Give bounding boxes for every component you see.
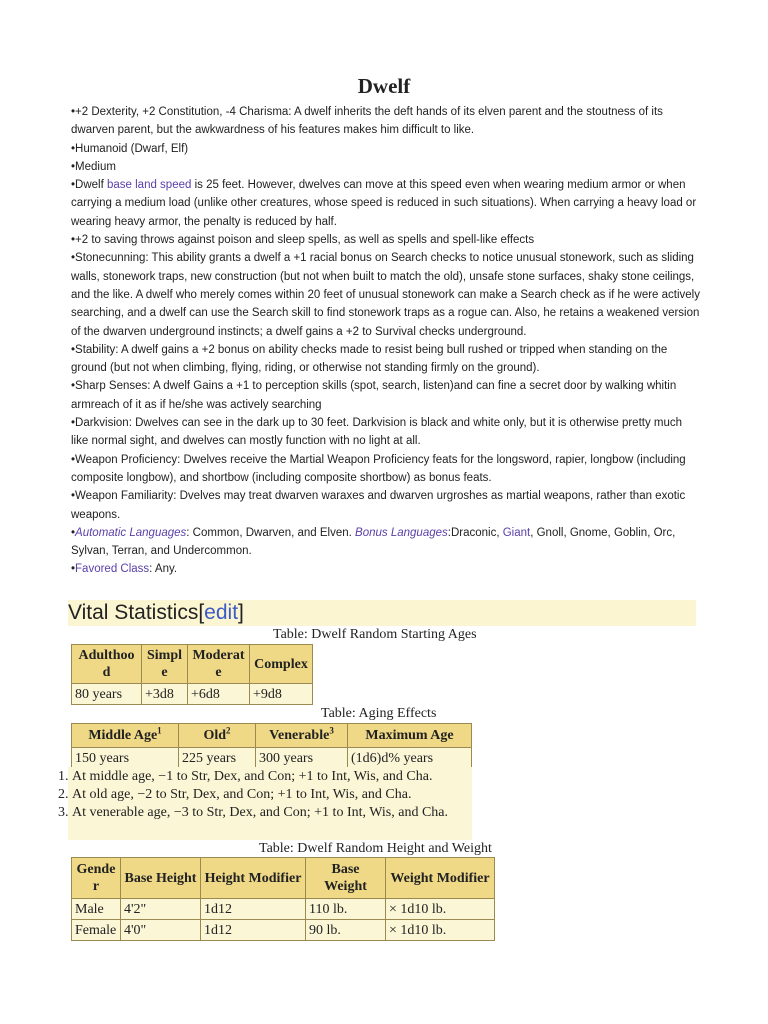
cell-simple: +3d8	[142, 684, 188, 705]
height-weight-caption: Table: Dwelf Random Height and Weight	[259, 841, 492, 856]
trait-weapon-familiarity: •Weapon Familiarity: Dvelves may treat dwarven waraxes and dwarven urgroshes as martial weapons, rather than exotic weapons.	[71, 490, 686, 521]
languages-bonus-text: :Draconic,	[447, 526, 503, 539]
cell-venerable: 300 years	[256, 748, 348, 769]
cell-gender: Male	[72, 899, 121, 920]
cell-weight-modifier: × 1d10 lb.	[386, 899, 495, 920]
cell-complex: +9d8	[250, 684, 313, 705]
trait-favored-class	[71, 560, 701, 578]
trait-stonecunning: •Stonecunning: This ability grants a dwelf a +1 racial bonus on Search checks to notice unusual stonework, such as sliding walls, stonework traps, new construction (but not when built to match the old), unsafe stone surfaces, shaky stone ceilings, and the like. A dwelf who merely comes within 20 feet of unusual stonework can make a Search check as if he were actively searching, and a dwelf can use the Search skill to find stonework traps as a rogue can. Also, he retains a weakened version of the dwarven underground instincts; a dwelf gains a +2 to Survival checks underground.	[71, 252, 700, 338]
header-complex: Complex	[250, 645, 313, 684]
cell-base-height: 4'2"	[121, 899, 201, 920]
languages-rest-text: , Gnoll, Gnome, Goblin, Orc, Sylvan, Terran, and Undercommon.	[71, 526, 676, 558]
aging-note-2: 2. At old age, −2 to Str, Dex, and Con; +1 to Int, Wis, and Cha.	[72, 786, 502, 804]
header-weight-modifier: Weight Modifier	[386, 858, 495, 899]
aging-effects-table	[71, 723, 472, 769]
base-land-speed-link[interactable]: base land speed	[106, 179, 192, 192]
table-row	[72, 748, 472, 769]
languages-bullet: •	[71, 526, 76, 539]
table-row	[72, 899, 495, 920]
edit-bracket-close: ]	[238, 601, 244, 624]
cell-moderate: +6d8	[188, 684, 250, 705]
trait-darkvision: •Darkvision: Dwelves can see in the dark up to 30 feet. Darkvision is black and white only, but it is otherwise pretty much like normal sight, and dwelves can mostly function with no light at all.	[71, 417, 683, 448]
edit-bracket-open: [	[198, 601, 205, 624]
cell-middle-age: 150 years	[72, 748, 179, 769]
giant-link[interactable]: Giant	[502, 526, 531, 539]
favored-class-value: : Any.	[149, 563, 178, 576]
header-old	[179, 724, 256, 748]
header-adulthood: Adulthood	[72, 645, 142, 684]
cell-maximum-age: (1d6)d% years	[348, 748, 472, 769]
page-title: Dwelf	[357, 74, 411, 98]
cell-gender: Female	[72, 920, 121, 941]
header-gender: Gender	[72, 858, 121, 899]
header-simple: Simple	[142, 645, 188, 684]
trait-stability: •Stability: A dwelf gains a +2 bonus on ability checks made to resist being bull rushed or tripped when standing on the ground (but not when climbing, flying, riding, or otherwise not standing firmly on the ground).	[71, 343, 668, 375]
venerable-label: Venerable	[269, 728, 330, 743]
cell-old: 225 years	[179, 748, 256, 769]
cell-weight-modifier: × 1d10 lb.	[386, 920, 495, 941]
trait-size: •Medium	[71, 160, 116, 173]
trait-speed-prefix: •Dwelf	[71, 179, 107, 192]
starting-ages-caption: Table: Dwelf Random Starting Ages	[273, 627, 477, 642]
trait-weapon-proficiency: •Weapon Proficiency: Dwelves receive the Martial Weapon Proficiency feats for the longsword, rapier, longbow (including composite longbow), and shortbow (including composite shortbow) as bonus feats.	[71, 453, 686, 484]
table-row	[72, 684, 313, 705]
footnote-1-marker: 1	[157, 725, 162, 736]
automatic-languages-link[interactable]: Automatic Languages	[75, 526, 187, 539]
trait-saves: •+2 to saving throws against poison and sleep spells, as well as spells and spell-like effects	[71, 234, 535, 247]
racial-traits	[71, 103, 701, 579]
vital-statistics-heading	[68, 600, 696, 626]
header-maximum-age: Maximum Age	[348, 724, 472, 748]
header-moderate: Moderate	[188, 645, 250, 684]
footnote-3-marker: 3	[329, 725, 334, 736]
middle-age-label: Middle Age	[88, 728, 158, 743]
header-height-modifier: Height Modifier	[201, 858, 306, 899]
trait-languages	[71, 524, 701, 561]
trait-sharp-senses: •Sharp Senses: A dwelf Gains a +1 to perception skills (spot, search, listen)and can fine a secret door by walking whitin armreach of it as if he/she was actively searching	[71, 380, 677, 411]
table-row	[72, 920, 495, 941]
header-base-weight: Base Weight	[306, 858, 386, 899]
favored-class-link[interactable]: Favored Class	[75, 563, 150, 576]
cell-base-height: 4'0"	[121, 920, 201, 941]
old-label: Old	[203, 728, 227, 743]
starting-ages-table	[71, 644, 313, 705]
favored-class-bullet: •	[71, 563, 76, 576]
languages-automatic-text: : Common, Dwarven, and Elven.	[186, 526, 356, 539]
cell-adulthood: 80 years	[72, 684, 142, 705]
height-weight-table	[71, 857, 495, 941]
trait-speed-text: is 25 feet. However, dwelves can move at this speed even when wearing medium armor or when carrying a medium load (unlike other creatures, whose speed is reduced in such situations). When carrying a heavy load or wearing heavy armor, the penalty is reduced by half.	[71, 179, 697, 228]
cell-height-modifier: 1d12	[201, 899, 306, 920]
aging-effects-caption: Table: Aging Effects	[321, 706, 437, 721]
cell-base-weight: 90 lb.	[306, 920, 386, 941]
aging-note-3: 3. At venerable age, −3 to Str, Dex, and Con; +1 to Int, Wis, and Cha.	[72, 804, 502, 822]
trait-type: •Humanoid (Dwarf, Elf)	[71, 142, 189, 155]
trait-ability-scores: •+2 Dexterity, +2 Constitution, -4 Charisma: A dwelf inherits the deft hands of its elven parent and the stoutness of its dwarven parent, but the awkwardness of his features makes him difficult to like.	[71, 106, 663, 137]
cell-base-weight: 110 lb.	[306, 899, 386, 920]
edit-link[interactable]: edit	[204, 601, 239, 624]
header-middle-age	[72, 724, 179, 748]
header-base-height: Base Height	[121, 858, 201, 899]
trait-speed	[71, 176, 701, 231]
header-venerable	[256, 724, 348, 748]
footnote-2-marker: 2	[226, 725, 231, 736]
bonus-languages-link[interactable]: Bonus Languages	[355, 526, 448, 539]
aging-note-1: 1. At middle age, −1 to Str, Dex, and Con; +1 to Int, Wis, and Cha.	[72, 768, 502, 786]
aging-notes	[40, 768, 502, 822]
vital-statistics-title: Vital Statistics	[68, 601, 199, 624]
cell-height-modifier: 1d12	[201, 920, 306, 941]
